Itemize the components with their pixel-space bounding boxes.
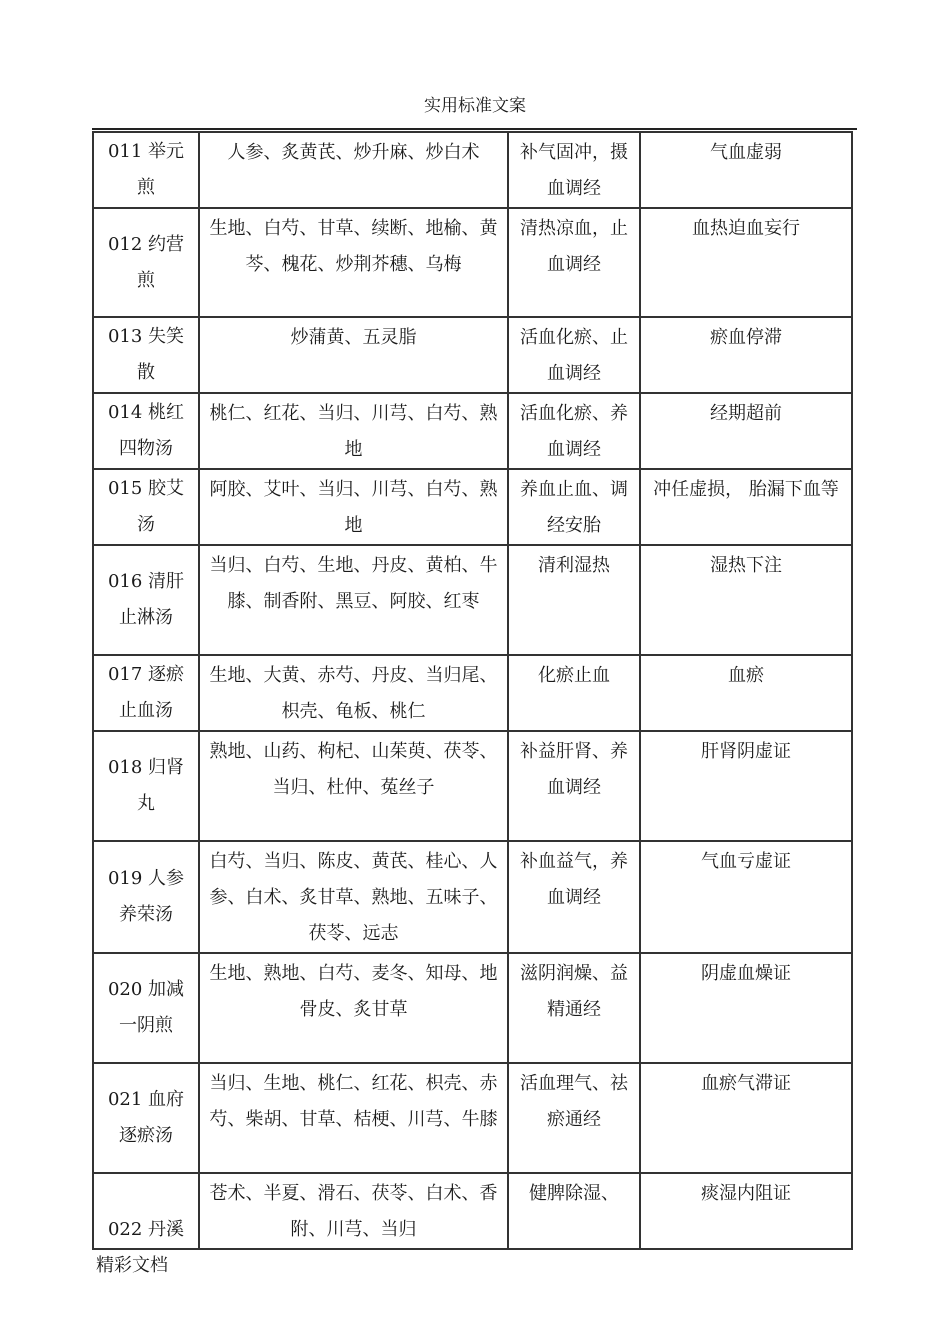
formula-name: 011 举元煎 — [93, 132, 199, 208]
formula-ingredients: 生地、白芍、甘草、续断、地榆、黄芩、槐花、炒荆芥穗、乌梅 — [199, 208, 508, 317]
formula-effect: 清利湿热 — [508, 545, 640, 655]
formula-name: 015 胶艾汤 — [93, 469, 199, 545]
formula-effect: 滋阴润燥、益精通经 — [508, 953, 640, 1063]
formula-effect: 活血化瘀、养血调经 — [508, 393, 640, 469]
table-row — [93, 317, 852, 393]
formula-name: 012 约营煎 — [93, 208, 199, 317]
formula-ingredients: 生地、大黄、赤芍、丹皮、当归尾、枳壳、龟板、桃仁 — [199, 655, 508, 731]
formula-indication: 血热迫血妄行 — [640, 208, 852, 317]
formula-ingredients: 桃仁、红花、当归、川芎、白芍、熟地 — [199, 393, 508, 469]
formula-table — [92, 131, 853, 1250]
formula-ingredients: 阿胶、艾叶、当归、川芎、白芍、熟地 — [199, 469, 508, 545]
formula-indication: 血瘀气滞证 — [640, 1063, 852, 1173]
formula-indication: 经期超前 — [640, 393, 852, 469]
formula-name: 020 加减一阴煎 — [93, 953, 199, 1063]
formula-effect: 化瘀止血 — [508, 655, 640, 731]
formula-effect: 补血益气，养血调经 — [508, 841, 640, 953]
formula-name: 021 血府逐瘀汤 — [93, 1063, 199, 1173]
formula-indication: 气血亏虚证 — [640, 841, 852, 953]
formula-name: 017 逐瘀止血汤 — [93, 655, 199, 731]
formula-name: 019 人参养荣汤 — [93, 841, 199, 953]
formula-indication: 血瘀 — [640, 655, 852, 731]
formula-name: 018 归肾丸 — [93, 731, 199, 841]
formula-effect: 健脾除湿、 — [508, 1173, 640, 1249]
table-row — [93, 208, 852, 317]
table-row — [93, 545, 852, 655]
formula-effect: 活血化瘀、止血调经 — [508, 317, 640, 393]
table-row — [93, 469, 852, 545]
page-footer: 精彩文档 — [96, 1255, 168, 1276]
formula-indication: 气血虚弱 — [640, 132, 852, 208]
page-header: 实用标准文案 — [424, 96, 526, 116]
table-row — [93, 655, 852, 731]
formula-effect: 补气固冲，摄血调经 — [508, 132, 640, 208]
formula-ingredients: 当归、白芍、生地、丹皮、黄柏、牛膝、制香附、黑豆、阿胶、红枣 — [199, 545, 508, 655]
table-row — [93, 841, 852, 953]
table-row — [93, 953, 852, 1063]
formula-ingredients: 生地、熟地、白芍、麦冬、知母、地骨皮、炙甘草 — [199, 953, 508, 1063]
formula-name: 014 桃红四物汤 — [93, 393, 199, 469]
formula-name: 013 失笑散 — [93, 317, 199, 393]
formula-indication: 痰湿内阻证 — [640, 1173, 852, 1249]
formula-indication: 瘀血停滞 — [640, 317, 852, 393]
formula-name: 022 丹溪 — [93, 1173, 199, 1249]
formula-ingredients: 炒蒲黄、五灵脂 — [199, 317, 508, 393]
formula-indication: 肝肾阴虚证 — [640, 731, 852, 841]
formula-indication: 冲任虚损， 胎漏下血等 — [640, 469, 852, 545]
table-row — [93, 1173, 852, 1249]
formula-indication: 湿热下注 — [640, 545, 852, 655]
formula-ingredients: 白芍、当归、陈皮、黄芪、桂心、人参、白术、炙甘草、熟地、五味子、茯苓、远志 — [199, 841, 508, 953]
formula-name: 016 清肝止淋汤 — [93, 545, 199, 655]
formula-ingredients: 当归、生地、桃仁、红花、枳壳、赤芍、柴胡、甘草、桔梗、川芎、牛膝 — [199, 1063, 508, 1173]
formula-effect: 补益肝肾、养血调经 — [508, 731, 640, 841]
table-row — [93, 393, 852, 469]
formula-effect: 活血理气、祛瘀通经 — [508, 1063, 640, 1173]
header-rule — [92, 128, 857, 130]
formula-ingredients: 苍术、半夏、滑石、茯苓、白术、香附、川芎、当归 — [199, 1173, 508, 1249]
table-row — [93, 731, 852, 841]
table-row — [93, 1063, 852, 1173]
formula-effect: 养血止血、调经安胎 — [508, 469, 640, 545]
table-row — [93, 132, 852, 208]
formula-ingredients: 人参、炙黄芪、炒升麻、炒白术 — [199, 132, 508, 208]
formula-indication: 阴虚血燥证 — [640, 953, 852, 1063]
formula-ingredients: 熟地、山药、枸杞、山茱萸、茯苓、当归、杜仲、菟丝子 — [199, 731, 508, 841]
formula-effect: 清热凉血，止血调经 — [508, 208, 640, 317]
